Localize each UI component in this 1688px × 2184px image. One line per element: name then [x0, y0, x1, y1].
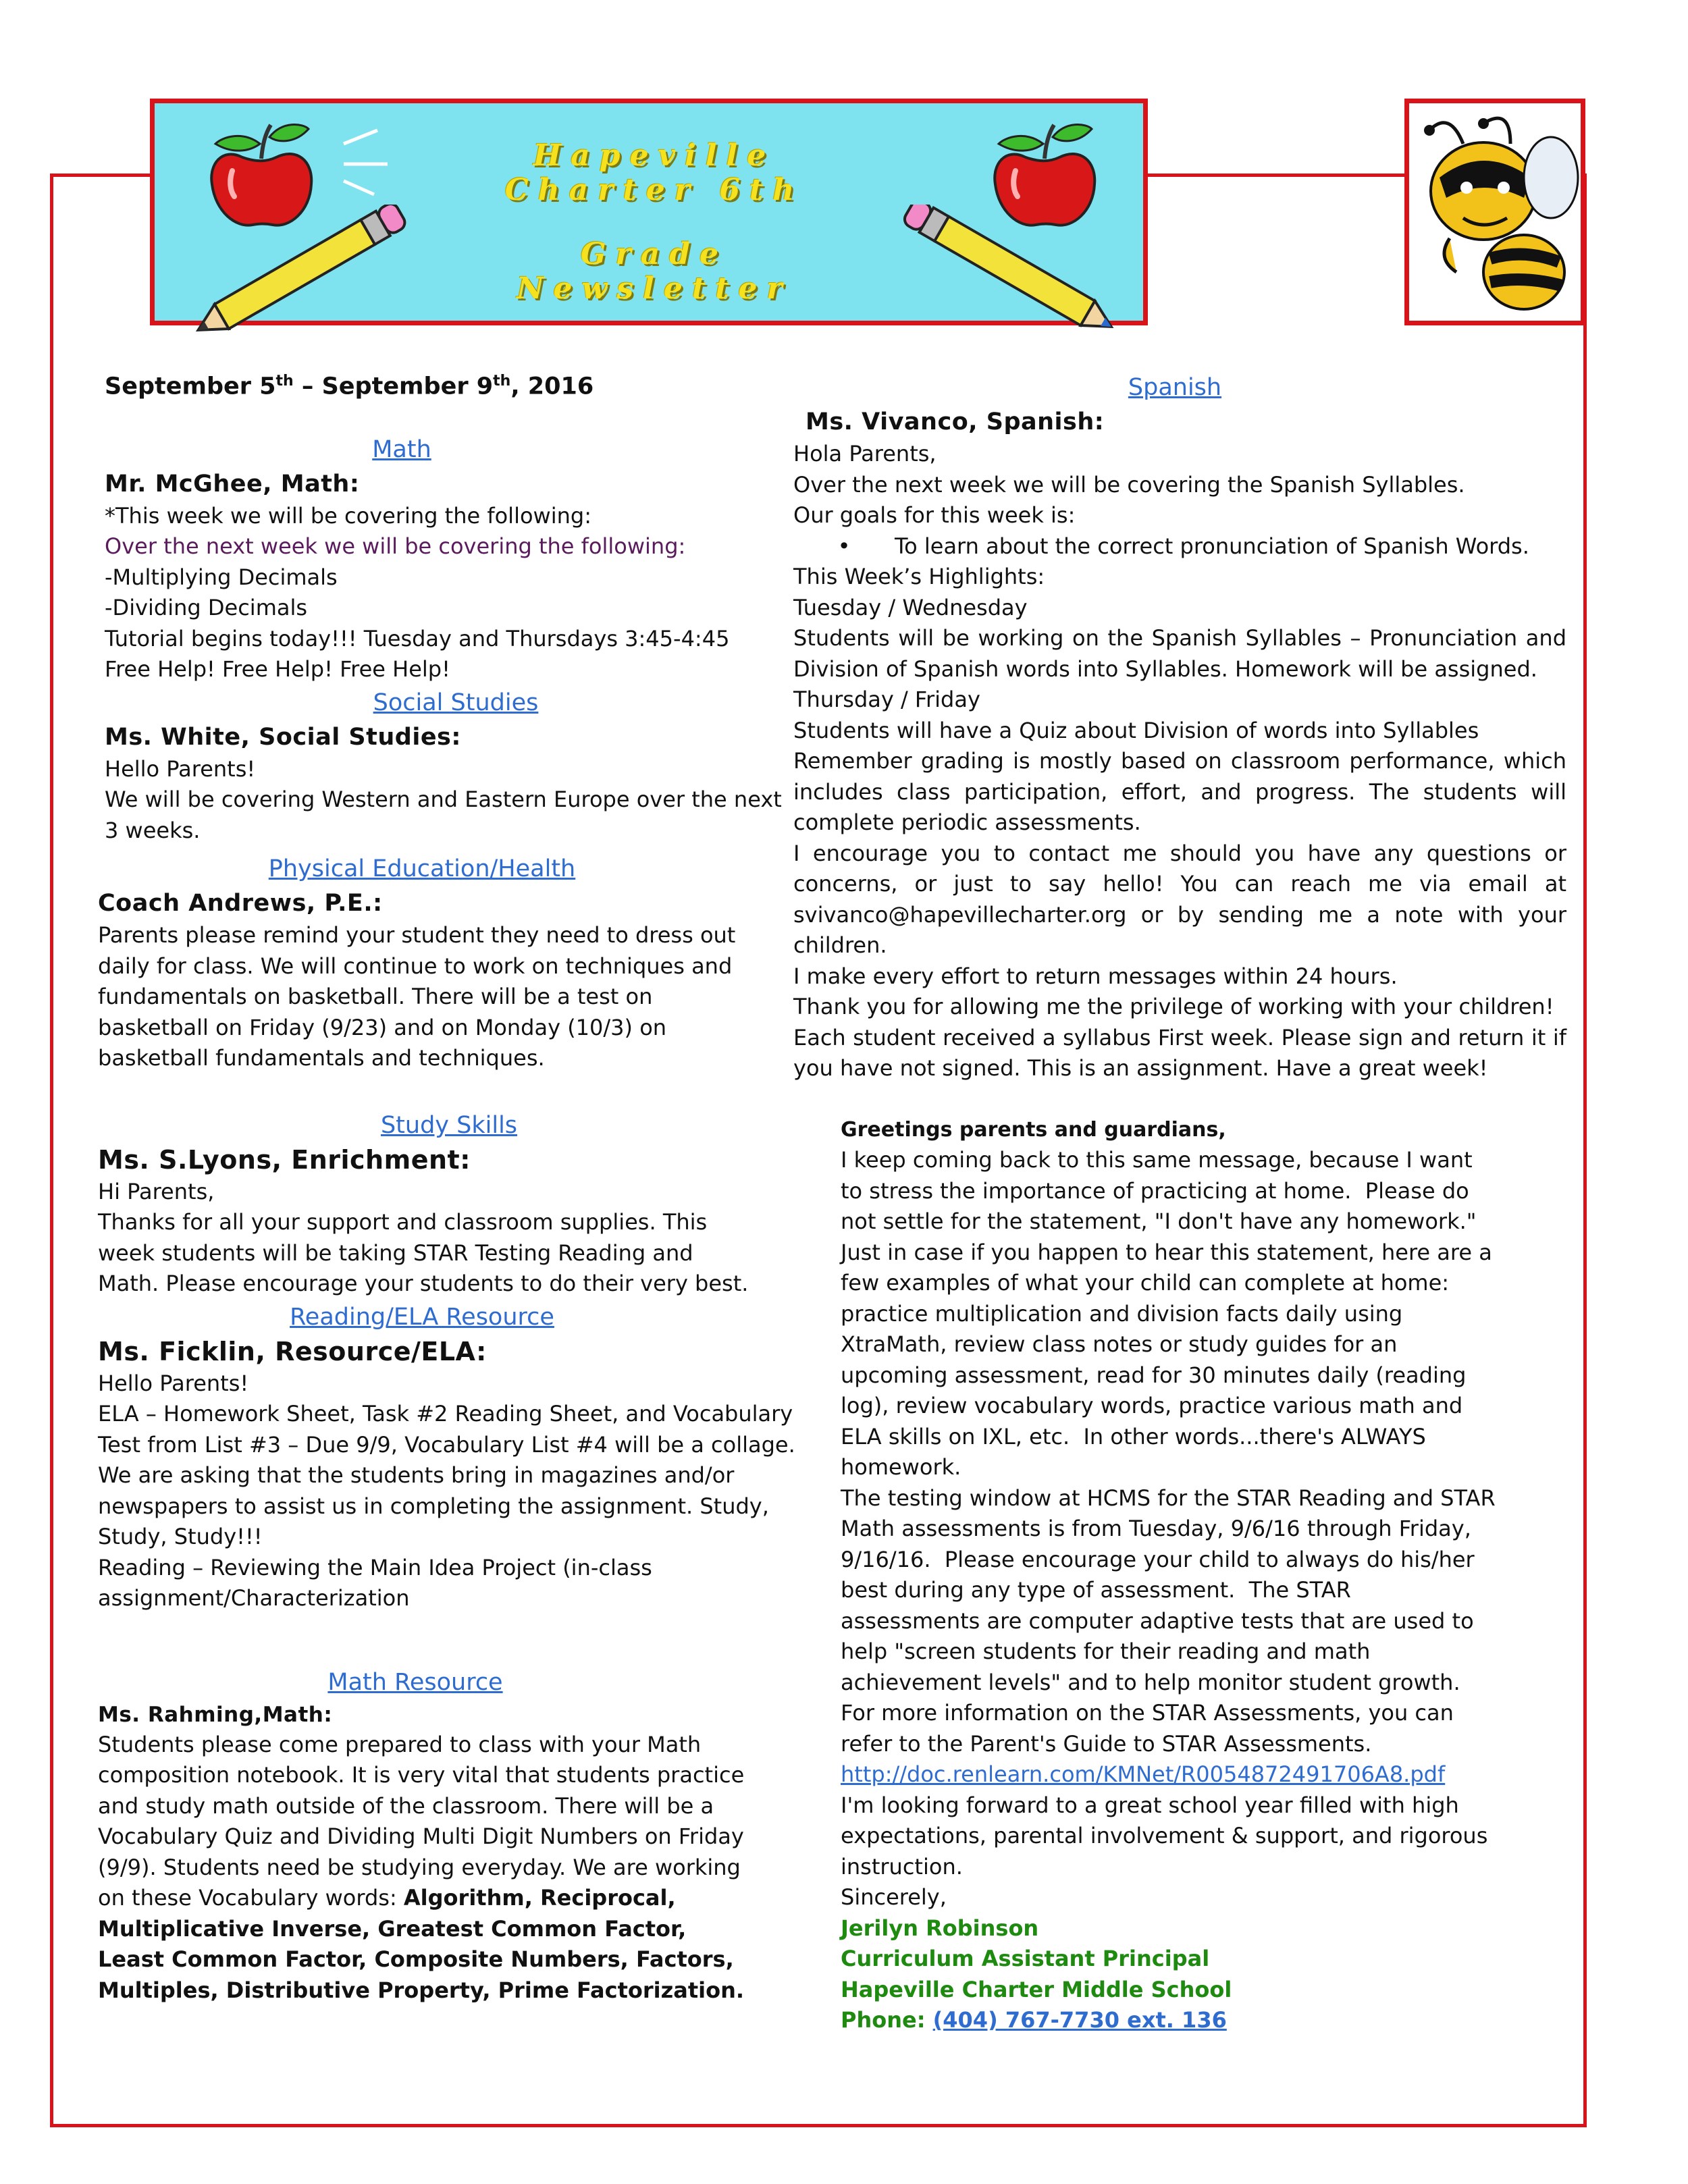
- math-line: -Multiplying Decimals: [105, 564, 338, 590]
- principal-body: I keep coming back to this same message, because I want to stress the importance of practicing at home. Please do not settle for the statement, "I don't have any homework." Just in case if you happen to hear this statement, here are a few examples of what your child can complete at home: practice multiplication and division facts daily using XtraMath, review class notes or study guides for an upcoming assessment, read for 30 minutes daily (reading log), review vocabulary words, practice various math and ELA skills on IXL, etc. In other words...there's ALWAYS homework.: [841, 1147, 1499, 1480]
- social-studies-heading: Social Studies: [373, 689, 539, 716]
- reading-ela-body: Reading – Reviewing the Main Idea Project (in-class assignment/Characterization: [98, 1554, 659, 1612]
- principal-greeting: Greetings parents and guardians,: [841, 1117, 1226, 1142]
- reading-ela-body: ELA – Homework Sheet, Task #2 Reading Sheet, and Vocabulary Test from List #3 – Due 9/9, Vocabulary List #4 will be a collage. We are asking that the students bring in magazines and/or newspapers to assist us in completing the assignment. Study, Study, Study!!!: [98, 1401, 802, 1550]
- math-heading: Math: [372, 435, 431, 463]
- date-range: September 5th – September 9th, 2016: [105, 373, 594, 400]
- reading-ela-line: Hello Parents!: [98, 1370, 249, 1396]
- banner-title-line1: Hapeville Charter 6th: [504, 138, 804, 207]
- spanish-line: Our goals for this week is:: [793, 502, 1076, 528]
- math-resource-teacher: Ms. Rahming,Math:: [98, 1702, 333, 1727]
- math-line: Free Help! Free Help! Free Help!: [105, 656, 450, 683]
- vocabulary-words: Algorithm, Reciprocal, Multiplicative Inverse, Greatest Common Factor, Least Common Factor, Composite Numbers, Factors, Multiples, Distributive Property, Prime Factorization.: [98, 1885, 745, 2003]
- spanish-body: I encourage you to contact me should you have any questions or concerns, or just to say hello! You can reach me via email at svivanco@hapevillecharter.org or by sending me a note with your children.: [793, 840, 1574, 958]
- spanish-body: Each student received a syllabus First week. Please sign and return it if you have not signed. This is an assignment. Have a great week!: [793, 1024, 1574, 1081]
- phone-link[interactable]: (404) 767-7730 ext. 136: [932, 2007, 1227, 2033]
- banner-title-line2: Grade Newsletter: [517, 237, 792, 306]
- pencil-right-icon: [884, 205, 1140, 333]
- math-resource-body: Students please come prepared to class with your Math composition notebook. It is very vital that students practice and study math outside of the classroom. There will be a Vocabulary Quiz and Dividing Multi Digit Numbers on Friday (9/9). Students need be studying everyday. We are working on these Vocabulary words: Algorithm, Reciprocal, Multiplicative Inverse, Greatest Common Factor, Least Common Factor, Composite Numbers, Factors, Multiples, Distributive Property, Prime Factorization.: [98, 1731, 751, 2003]
- school-name: Hapeville Charter Middle School: [841, 1976, 1232, 2002]
- principal-body: I'm looking forward to a great school year filled with high expectations, parental involvement & support, and rigorous instruction.: [841, 1792, 1495, 1880]
- math-resource-heading: Math Resource: [327, 1668, 503, 1696]
- principal-name: Jerilyn Robinson: [841, 1915, 1039, 1941]
- spanish-line: Thursday / Friday: [793, 687, 980, 712]
- spanish-line: Over the next week we will be covering the Spanish Syllables.: [793, 471, 1465, 498]
- principal-closing: Sincerely,: [841, 1884, 947, 1910]
- study-skills-body: Thanks for all your support and classroom supplies. This week students will be taking STAR Testing Reading and Math. Please encourage your students to do their very best.: [98, 1209, 749, 1297]
- spanish-body: Students will be working on the Spanish Syllables – Pronunciation and Division of Spanish words into Syllables. Homework will be assigned.: [793, 625, 1574, 682]
- yellow-jacket-mascot-icon: [1409, 103, 1581, 321]
- star-guide-link[interactable]: http://doc.renlearn.com/KMNet/R0054872491706A8.pdf: [841, 1761, 1446, 1787]
- pe-teacher: Coach Andrews, P.E.:: [98, 890, 383, 917]
- phone-line: Phone: (404) 767-7730 ext. 136: [841, 2007, 1227, 2033]
- spanish-line: Hola Parents,: [793, 441, 937, 467]
- study-skills-line: Hi Parents,: [98, 1178, 215, 1204]
- spanish-line: I make every effort to return messages within 24 hours.: [793, 963, 1398, 989]
- left-column: [98, 365, 807, 2006]
- social-studies-teacher: Ms. White, Social Studies:: [105, 723, 461, 751]
- principal-title: Curriculum Assistant Principal: [841, 1946, 1210, 1971]
- spanish-body: Remember grading is mostly based on classroom performance, which includes class participation, effort, and progress. The students will complete periodic assessments.: [793, 748, 1574, 835]
- newsletter-banner: [150, 99, 1148, 325]
- spanish-line: Tuesday / Wednesday: [793, 594, 1028, 620]
- spanish-line: Students will have a Quiz about Division of words into Syllables: [793, 717, 1479, 743]
- right-column: [793, 365, 1574, 2036]
- math-line: Tutorial begins today!!! Tuesday and Thursdays 3:45-4:45: [105, 625, 730, 651]
- pe-body: Parents please remind your student they need to dress out daily for class. We will continue to work on techniques and fundamentals on basketball. There will be a test on basketball on Friday (9/23) and on Monday (10/3) on basketball fundamentals and techniques.: [98, 922, 743, 1071]
- math-teacher: Mr. McGhee, Math:: [105, 470, 360, 498]
- spanish-heading: Spanish: [1128, 374, 1222, 401]
- spanish-line: Thank you for allowing me the privilege of working with your children!: [793, 994, 1554, 1019]
- pencil-left-icon: [182, 205, 425, 333]
- study-skills-teacher: Ms. S.Lyons, Enrichment:: [98, 1144, 471, 1175]
- social-studies-line: We will be covering Western and Eastern Europe over the next 3 weeks.: [105, 787, 789, 843]
- spanish-teacher: Ms. Vivanco, Spanish:: [806, 408, 1105, 435]
- reading-ela-heading: Reading/ELA Resource: [290, 1303, 554, 1331]
- spanish-goal-item: • To learn about the correct pronunciation of Spanish Words.: [837, 533, 1529, 559]
- mascot-box: [1404, 99, 1585, 325]
- spanish-line: This Week’s Highlights:: [793, 564, 1045, 589]
- math-line: -Dividing Decimals: [105, 595, 308, 621]
- sparkle-lines: [337, 124, 398, 205]
- social-studies-line: Hello Parents!: [105, 755, 256, 782]
- pe-heading: Physical Education/Health: [268, 855, 576, 883]
- study-skills-heading: Study Skills: [380, 1111, 518, 1139]
- math-line: *This week we will be covering the following:: [105, 502, 591, 529]
- reading-ela-teacher: Ms. Ficklin, Resource/ELA:: [98, 1336, 487, 1366]
- math-line: Over the next week we will be covering the following:: [105, 533, 686, 560]
- principal-body: The testing window at HCMS for the STAR Reading and STAR Math assessments is from Tuesday, 9/6/16 through Friday, 9/16/16. Please encourage your child to always do his/her best during any type of assessment. The STAR assessments are computer adaptive tests that are used to help "screen students for their reading and math achievement levels" and to help monitor student growth. For more information on the STAR Assessments, you can refer to the Parent's Guide to STAR Assessments.: [841, 1485, 1502, 1757]
